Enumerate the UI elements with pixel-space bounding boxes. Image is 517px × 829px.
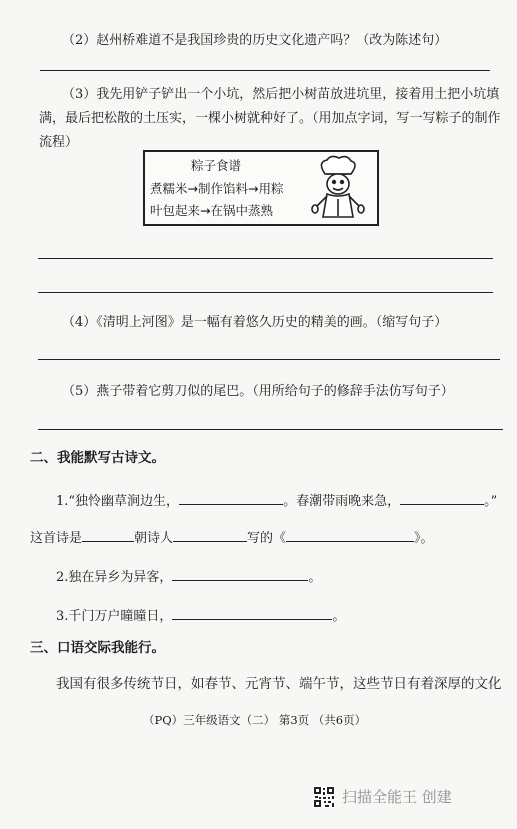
qr-code-icon (313, 786, 335, 808)
q4-answer-line[interactable] (38, 359, 500, 360)
poem1-part-c: 。” (484, 494, 498, 509)
poem2-blank[interactable] (172, 567, 308, 581)
poem3-blank[interactable] (172, 606, 332, 620)
q3-answer-line-1[interactable] (38, 258, 493, 259)
recipe-step-line2: 叶包起来→在锅中蒸熟 (150, 203, 273, 218)
q2-answer-line[interactable] (40, 70, 490, 71)
poem-author-line (30, 528, 434, 547)
recipe-step-line1: 煮糯米→制作馅料→用粽 (150, 181, 284, 196)
watermark-text: 扫描全能王 创建 (342, 788, 452, 806)
recipe-title: 粽子食谱 (191, 158, 242, 173)
section3-heading: 三、口语交际我能行。 (30, 640, 165, 656)
poem3-part-b: 。 (332, 609, 346, 624)
poem3-part-a: 3.千门万户曈曈日， (56, 609, 173, 624)
page-footer: （PQ）三年级语文（二） 第3页 （共6页） (143, 713, 367, 727)
poem1-blank-1[interactable] (179, 491, 283, 505)
recipe-box (143, 150, 379, 226)
poem-item-2 (56, 567, 321, 586)
poem-author-c: 写的《 (247, 531, 287, 546)
poem1-blank-2[interactable] (400, 491, 484, 505)
poem1-part-b: 。春潮带雨晚来急， (283, 494, 401, 509)
poem-item-3 (56, 606, 345, 625)
poem1-part-a: 1.“独怜幽草涧边生， (56, 494, 180, 509)
poem-author-b: 朝诗人 (134, 531, 174, 546)
q2-text: （2）赵州桥难道不是我国珍贵的历史文化遗产吗？（改为陈述句） (62, 33, 448, 48)
q5-answer-line[interactable] (38, 429, 503, 430)
q3-line3: 流程） (39, 135, 79, 150)
poet-blank[interactable] (173, 528, 247, 542)
q4-text: （4）《清明上河图》是一幅有着悠久历史的精美的画。（缩写句子） (62, 315, 448, 330)
q3-answer-line-2[interactable] (38, 292, 493, 293)
section3-paragraph: 我国有很多传统节日，如春节、元宵节、端午节，这些节日有着深厚的文化 (56, 676, 502, 692)
poem-item-1 (56, 491, 497, 510)
q3-line2: 满，最后把松散的土压实，一棵小树就种好了。（用加点字词，写一写粽子的制作 (39, 111, 501, 126)
section2-heading: 二、我能默写古诗文。 (30, 450, 165, 466)
poem-author-d: 》。 (414, 531, 434, 546)
dynasty-blank[interactable] (82, 528, 134, 542)
q3-line1: （3）我先用铲子铲出一个小坑，然后把小树苗放进坑里，接着用土把小坑填 (62, 87, 500, 102)
poem-author-a: 这首诗是 (30, 531, 83, 546)
q5-text: （5）燕子带着它剪刀似的尾巴。（用所给句子的修辞手法仿写句子） (62, 384, 454, 399)
chef-illustration (303, 154, 373, 220)
poem2-part-a: 2.独在异乡为异客， (56, 570, 173, 585)
poem2-part-b: 。 (308, 570, 322, 585)
poem-title-blank[interactable] (286, 528, 414, 542)
